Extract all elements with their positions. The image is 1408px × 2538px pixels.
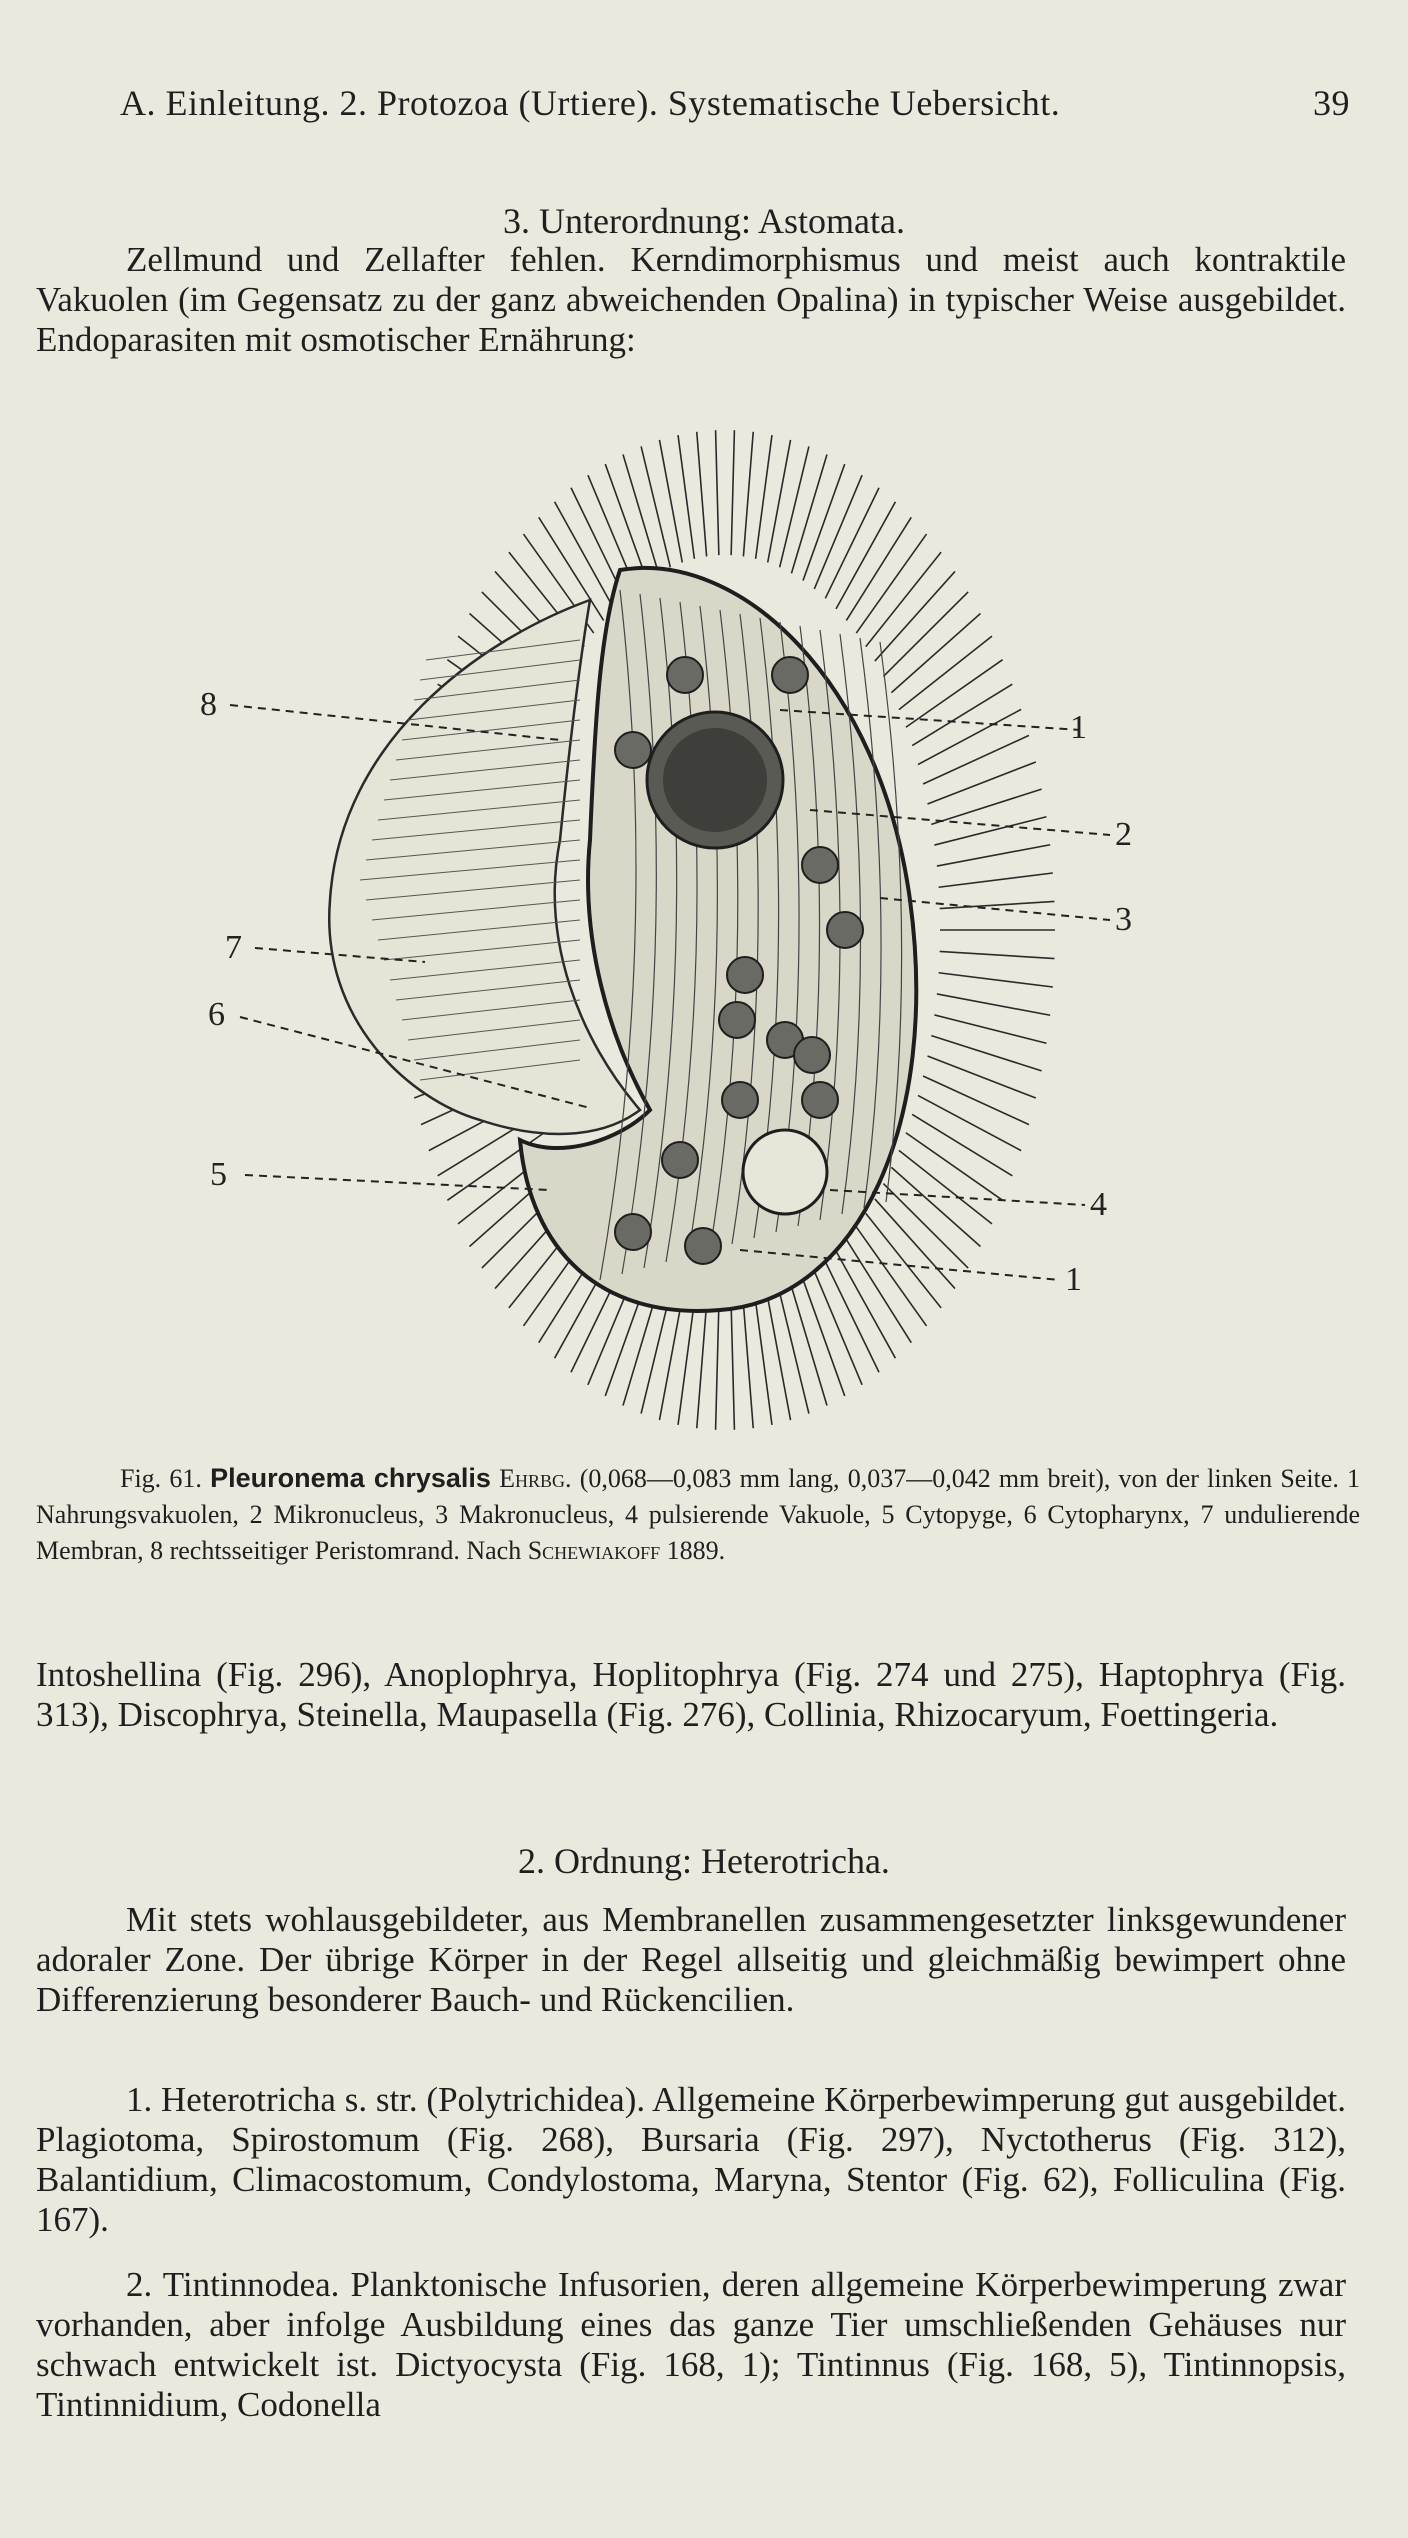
cilium-line [678,1301,694,1425]
caption-species: Pleuronema chrysalis [210,1463,491,1493]
cilium-line [756,1301,772,1425]
cilium-line [731,1305,734,1430]
cilium-line [940,951,1055,958]
cilium-line [927,762,1035,804]
cilium-line [923,1076,1029,1125]
cilium-line [927,1056,1035,1098]
cilium-line [918,1095,1021,1150]
figure-drawing [180,420,1180,1440]
figure-label-8: 8 [200,686,217,723]
food-vacuole [802,847,838,883]
food-vacuole [667,657,703,693]
cilium-line [803,1279,845,1395]
macronucleus-inner [663,728,767,832]
cilium-line [918,709,1021,764]
figure-caption [36,1460,1360,1569]
cilium-line [791,1287,827,1406]
food-vacuole [615,732,651,768]
food-vacuole [802,1082,838,1118]
cilium-line [939,873,1053,887]
astomata-paragraph: Zellmund und Zellafter fehlen. Kerndimorphismus und meist auch kontraktile Vakuolen (im Gegensatz zu der ganz abweichenden Opalina) in typischer Weise ausgebildet. Endoparasiten mit osmotischer Ernährung: [36,240,1346,359]
cilium-line [743,432,753,557]
cilium-line [937,994,1050,1015]
heterotricha-heading: 2. Ordnung: Heterotricha. [518,1841,890,1881]
astomata-heading: 3. Unterordnung: Astomata. [503,201,905,241]
cilium-line [937,845,1050,866]
running-head-title: A. Einleitung. 2. Protozoa (Urtiere). Systematische Uebersicht. [120,83,1061,123]
figure-label-1-bottom: 1 [1065,1261,1082,1298]
running-head [120,82,1350,124]
figure-label-2: 2 [1115,816,1132,853]
figure-label-7: 7 [225,929,242,966]
food-vacuole [772,657,808,693]
caption-year: 1889. [666,1536,726,1565]
cilium-line [659,1298,682,1421]
cilium-line [934,1015,1046,1043]
cilium-line [756,435,772,559]
figure-label-5: 5 [210,1156,227,1193]
cilium-line [791,454,827,573]
cilium-line [931,1036,1041,1071]
caption-prefix: Fig. 61. [120,1464,202,1493]
cilium-line [641,446,670,567]
cilium-line [716,430,719,555]
cilium-line [623,454,659,573]
cilium-line [803,464,845,580]
genera-list: Intoshellina (Fig. 296), Anoplophrya, Hoplitophrya (Fig. 274 und 275), Haptophrya (Fig. 313), Discophrya, Steinella, Maupasella (Fig. 276), Collinia, Rhizocaryum, Foettingeria. [36,1655,1346,1734]
heterotricha-item-2: 2. Tintinnodea. Planktonische Infusorien, deren allgemeine Körperbewimperung zwar vorhanden, aber infolge Ausbildung eines das ganze Tier umschließenden Gehäuses nur schwach entwickelt ist. Dictyocysta (Fig. 168, 1); Tintinnus (Fig. 168, 5), Tintinnopsis, Tintinnidium, Codonella [36,2265,1346,2424]
cilium-line [912,684,1012,745]
cilium-line [743,1304,753,1429]
cilium-line [939,973,1053,987]
caption-author: Ehrbg. [499,1464,572,1493]
page-number: 39 [1313,83,1350,123]
food-vacuole [685,1228,721,1264]
cilium-line [678,435,694,559]
cilium-line [768,440,791,563]
contractile-vacuole [743,1130,827,1214]
food-vacuole [727,957,763,993]
cilium-line [780,446,809,567]
cilium-line [697,432,707,557]
cilium-line [923,735,1029,784]
cilium-line [780,1293,809,1414]
food-vacuole [827,912,863,948]
caption-text: (0,068—0,083 mm lang, 0,037—0,042 mm breit), von der linken Seite. 1 Nahrungsvakuolen, 2 Mikronucleus, 3 Makronucleus, 4 pulsierende Vakuole, 5 Cytopyge, 6 Cytopharynx, 7 undulierende Membran, 8 rechtsseitiger Peristomrand. Nach [36,1464,1361,1565]
heterotricha-item-1: 1. Heterotricha s. str. (Polytrichidea). Allgemeine Körperbewimperung gut ausgebildet. Plagiotoma, Spirostomum (Fig. 268), Bursaria (Fig. 297), Nyctotherus (Fig. 312), Balantidium, Climacostomum, Condylostoma, Maryna, Stentor (Fig. 62), Folliculina (Fig. 167). [36,2080,1346,2239]
food-vacuole [719,1002,755,1038]
cilium-line [659,440,682,563]
figure-label-3: 3 [1115,901,1132,938]
cilium-line [912,1114,1012,1175]
figure-label-4: 4 [1090,1186,1107,1223]
cilium-line [768,1298,791,1421]
cilium-line [931,789,1041,824]
figure-label-6: 6 [208,996,225,1033]
caption-source: Schewiakoff [527,1536,661,1565]
food-vacuole [662,1142,698,1178]
food-vacuole [794,1037,830,1073]
cilium-line [605,464,647,580]
food-vacuole [615,1214,651,1250]
food-vacuole [722,1082,758,1118]
cilium-line [716,1305,719,1430]
cilium-line [697,1304,707,1429]
figure-pleuronema [180,420,1180,1440]
figure-label-1-top: 1 [1070,709,1087,746]
cilium-line [731,430,734,555]
heterotricha-intro: Mit stets wohlausgebildeter, aus Membranellen zusammengesetzter linksgewundener adoraler Zone. Der übrige Körper in der Regel allseitig und gleichmäßig bewimpert ohne Differenzierung besonderer Bauch- und Rückencilien. [36,1900,1346,2019]
